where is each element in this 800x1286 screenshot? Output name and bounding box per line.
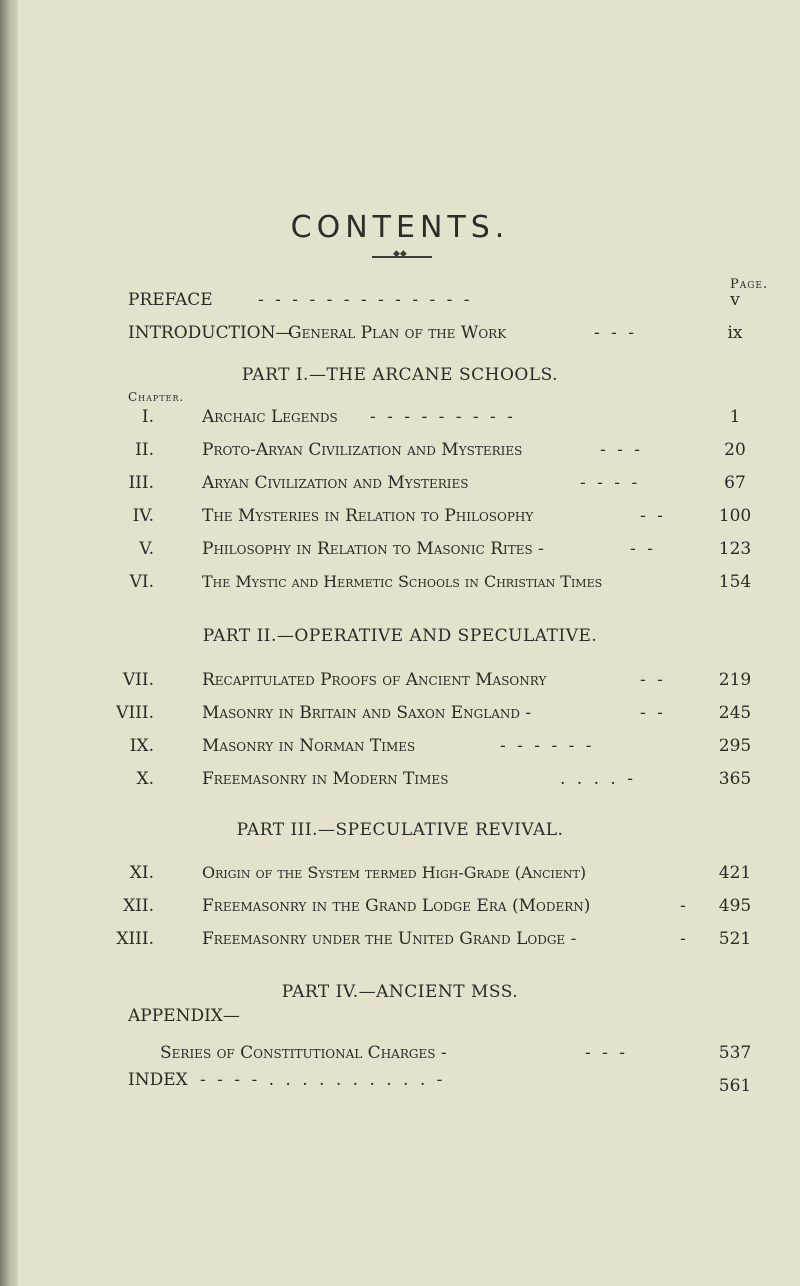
toc-leader: - - - - [580,473,641,493]
toc-page-number: 561 [718,1076,752,1096]
chapter-title: Philosophy in Relation to Masonic Rites - [202,539,544,559]
toc-page-number: 1 [729,407,741,427]
toc-page-number: 521 [718,929,752,949]
chapter-title: Origin of the System termed High-Grade (Ancient) [202,863,587,882]
toc-leader: - [680,929,689,949]
toc-chapter-row [0,440,800,468]
toc-chapter-row [0,670,800,698]
chapter-title: Freemasonry in the Grand Lodge Era (Modern) [202,896,591,916]
chapter-number: X. [136,769,154,789]
toc-entry-subtitle: General Plan of the Work [288,323,507,343]
chapter-number: III. [128,473,154,493]
chapter-number: XII. [123,896,154,916]
toc-leader: - - - - . . . . . . . . . . - [200,1070,446,1090]
chapter-number: VIII. [116,703,154,723]
toc-chapter-row [0,473,800,501]
toc-chapter-row [0,506,800,534]
chapter-column-header: Chapter. [128,390,185,404]
chapter-title: Masonry in Britain and Saxon England - [202,703,532,723]
toc-page-number: 295 [718,736,752,756]
toc-page-number: 245 [718,703,752,723]
toc-leader: - - - - - - [500,736,595,756]
chapter-title: Archaic Legends [202,407,338,427]
appendix-heading-row [0,1006,800,1034]
toc-page-number: 67 [724,473,746,493]
toc-leader: - - - [585,1043,629,1063]
toc-page-number: 421 [718,863,752,883]
chapter-number: XI. [129,863,154,883]
toc-leader: - - [640,670,666,690]
chapter-title: Freemasonry under the United Grand Lodge - [202,929,577,949]
toc-entry-index [0,1070,800,1098]
part-heading: PART II.—OPERATIVE AND SPECULATIVE. [202,626,598,646]
appendix-label: APPENDIX— [128,1006,240,1026]
toc-leader: . . . . - [560,769,636,789]
chapter-number: IX. [129,736,154,756]
chapter-title: Proto-Aryan Civilization and Mysteries [202,440,523,460]
toc-page-number: 100 [718,506,752,526]
chapter-number: V. [139,539,154,559]
chapter-title: The Mystic and Hermetic Schools in Christian Times [202,572,603,591]
toc-entry-label: PREFACE [128,290,213,310]
index-label: INDEX [128,1070,188,1090]
chapter-number: I. [141,407,154,427]
part-heading: PART IV.—ANCIENT MSS. [281,982,519,1002]
toc-page-number: 365 [718,769,752,789]
chapter-title: Recapitulated Proofs of Ancient Masonry [202,670,547,690]
toc-leader: - - - [594,323,638,343]
part-heading: PART I.—THE ARCANE SCHOOLS. [241,365,559,385]
toc-appendix-entry [0,1043,800,1071]
toc-page-number: 20 [724,440,746,460]
chapter-title: Masonry in Norman Times [202,736,416,756]
toc-leader: - - - - - - - - - [370,407,516,427]
toc-leader: - - [640,703,666,723]
toc-page-number: v [730,290,740,310]
chapter-number: IV. [132,506,154,526]
chapter-title: Freemasonry in Modern Times [202,769,449,789]
part-heading: PART III.—SPECULATIVE REVIVAL. [236,820,564,840]
toc-entry-preface [0,290,800,318]
ornament-divider [372,256,432,258]
toc-leader: - - - [600,440,644,460]
toc-page-number: 123 [718,539,752,559]
toc-chapter-row [0,703,800,731]
toc-chapter-row [0,539,800,567]
toc-page-number: 537 [718,1043,752,1063]
chapter-number: VI. [129,572,154,592]
chapter-number: II. [135,440,154,460]
toc-leader: - - [640,506,666,526]
chapter-title: Aryan Civilization and Mysteries [202,473,469,493]
toc-leader: - [680,896,689,916]
toc-entry-introduction [0,323,800,351]
contents-title: CONTENTS. [290,210,510,245]
toc-page-number: ix [727,323,743,343]
toc-page-number: 154 [718,572,752,592]
toc-chapter-row [0,863,800,891]
page-column-header: Page. [730,277,769,292]
toc-chapter-row [0,572,800,600]
toc-entry-label: INTRODUCTION— [128,323,293,343]
toc-chapter-row [0,896,800,924]
toc-leader: - - - - - - - - - - - - - [258,290,473,310]
appendix-entry-title: Series of Constitutional Charges - [160,1043,447,1063]
toc-chapter-row [0,769,800,797]
toc-chapter-row [0,929,800,957]
chapter-number: VII. [122,670,154,690]
toc-chapter-row [0,736,800,764]
toc-leader: - - [630,539,656,559]
toc-page-number: 219 [718,670,752,690]
chapter-number: XIII. [116,929,154,949]
toc-chapter-row [0,407,800,435]
chapter-title: The Mysteries in Relation to Philosophy [202,506,534,526]
toc-page-number: 495 [718,896,752,916]
